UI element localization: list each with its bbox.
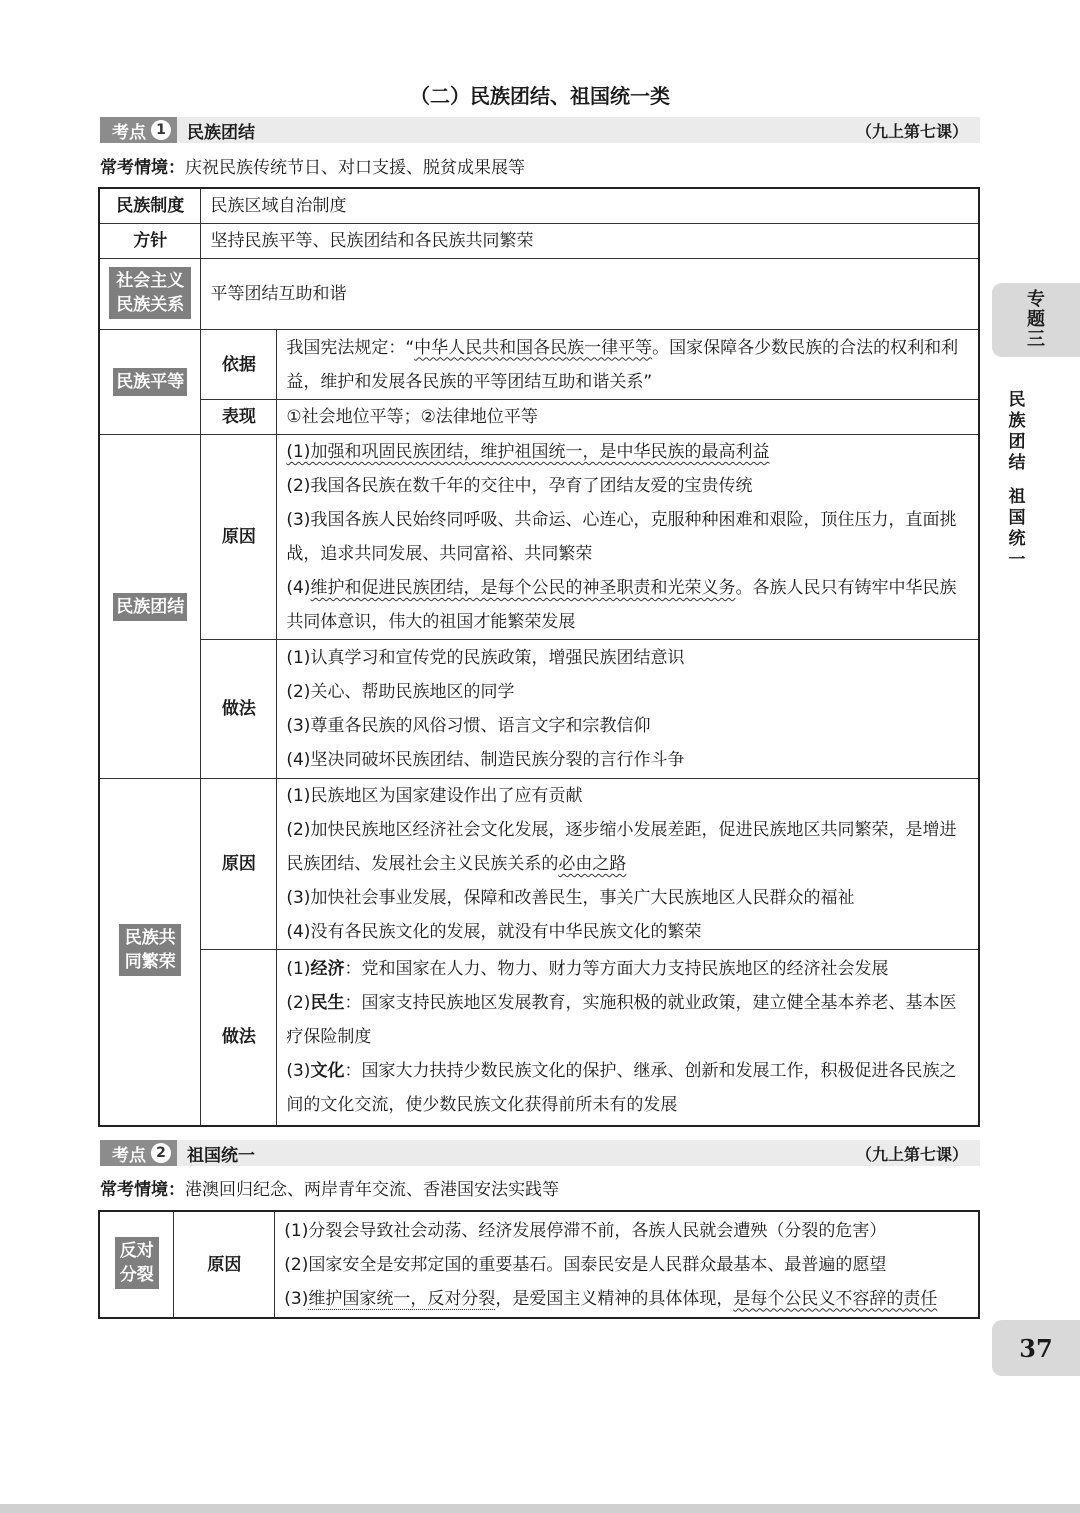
prosperity-head: 民族共同繁荣 (119, 924, 181, 976)
equality-show-label: 表现 (201, 400, 277, 435)
kp1-tag: 考点 1 (100, 117, 177, 143)
kp2-scenario: 常考情境：港澳回归纪念、两岸青年交流、香港国安法实践等 (100, 1180, 559, 1200)
kp2-lesson: （九上第七课） (855, 1144, 968, 1164)
section-title: （二）民族团结、祖国统一类 (410, 84, 670, 108)
side-vertical-reunification: 祖 国 统 一 (1008, 487, 1026, 570)
equality-basis-text: 我国宪法规定：“中华人民共和国各民族一律平等。国家保障各少数民族的合法的权利和利益，维护和发展各民族的平等团结互助和谐关系” (277, 330, 979, 400)
topic-side-tab: 专 题 三 (992, 283, 1080, 357)
anti-split-reason-cell: (1)分裂会导致社会动荡、经济发展停滞不前，各族人民就会遭殃（分裂的危害） (2)国家安全是安邦定国的重要基石。国泰民安是人民群众最基本、最普遍的愿望 (3)维护国家统一，反对分裂，是爱国主义精神的具体体现，是每个公民义不容辞的责任 (275, 1211, 979, 1318)
prosperity-reason-cell: (1)民族地区为国家建设作出了应有贡献 (2)加快民族地区经济社会文化发展，逐步缩小发展差距，促进民族地区共同繁荣，是增进民族团结、发展社会主义民族关系的必由之路 (3)加快社会事业发展，保障和改善民生，事关广大民族地区人民群众的福祉 (4)没有各民族文化的发展，就没有中华民族文化的繁荣 (277, 779, 979, 950)
row-policy-head: 方针 (99, 224, 201, 259)
row-relation-text: 平等团结互助和谐 (201, 259, 979, 330)
prosperity-method-label: 做法 (201, 950, 277, 1126)
anti-split-head: 反对分裂 (115, 1237, 159, 1289)
kp1-title: 民族团结 (187, 122, 255, 143)
equality-head: 民族平等 (113, 368, 187, 396)
unity-head: 民族团结 (113, 593, 187, 621)
unity-method-cell: (1)认真学习和宣传党的民族政策，增强民族团结意识 (2)关心、帮助民族地区的同学 (3)尊重各民族的风俗习惯、语言文字和宗教信仰 (4)坚决同破坏民族团结、制造民族分裂的言行作斗争 (277, 640, 979, 779)
bottom-divider (0, 1504, 1080, 1513)
kp1-lesson: （九上第七课） (855, 121, 968, 141)
kp1-header-bar (100, 117, 980, 143)
prosperity-reason-label: 原因 (201, 779, 277, 950)
equality-show-text: ①社会地位平等；②法律地位平等 (277, 400, 979, 435)
kp2-header-bar (100, 1140, 980, 1166)
row-policy-text: 坚持民族平等、民族团结和各民族共同繁荣 (201, 224, 979, 259)
unity-reason-label: 原因 (201, 435, 277, 640)
row-relation-head: 社会主义民族关系 (109, 267, 191, 319)
page-number: 37 (992, 1320, 1080, 1376)
row-system-head: 民族制度 (99, 188, 201, 224)
kp1-number-badge: 1 (151, 120, 171, 140)
kp2-number-badge: 2 (151, 1143, 171, 1163)
kp2-tag: 考点 2 (100, 1140, 177, 1166)
unity-method-label: 做法 (201, 640, 277, 779)
anti-split-reason-label: 原因 (174, 1211, 275, 1318)
side-vertical-unity: 民 族 团 结 (1008, 390, 1026, 473)
kp2-title: 祖国统一 (187, 1145, 255, 1166)
prosperity-method-cell: (1)经济：党和国家在人力、物力、财力等方面大力支持民族地区的经济社会发展 (2)民生：国家支持民族地区发展教育，实施积极的就业政策，建立健全基本养老、基本医疗保险制度 (3)文化：国家大力扶持少数民族文化的保护、继承、创新和发展工作，积极促进各民族之间的文化交流，使少数民族文化获得前所未有的发展 (277, 950, 979, 1126)
row-system-text: 民族区域自治制度 (201, 188, 979, 224)
kp1-scenario: 常考情境：庆祝民族传统节日、对口支援、脱贫成果展等 (100, 158, 525, 178)
equality-basis-label: 依据 (201, 330, 277, 400)
reunification-table (98, 1210, 980, 1319)
unity-reason-cell: (1)加强和巩固民族团结，维护祖国统一，是中华民族的最高利益 (2)我国各民族在数千年的交往中，孕育了团结友爱的宝贵传统 (3)我国各族人民始终同呼吸、共命运、心连心，克服种种困难和艰险，顶住压力，直面挑战，追求共同发展、共同富裕、共同繁荣 (4)维护和促进民族团结，是每个公民的神圣职责和光荣义务。各族人民只有铸牢中华民族共同体意识，伟大的祖国才能繁荣发展 (277, 435, 979, 640)
unity-table (98, 187, 980, 1127)
